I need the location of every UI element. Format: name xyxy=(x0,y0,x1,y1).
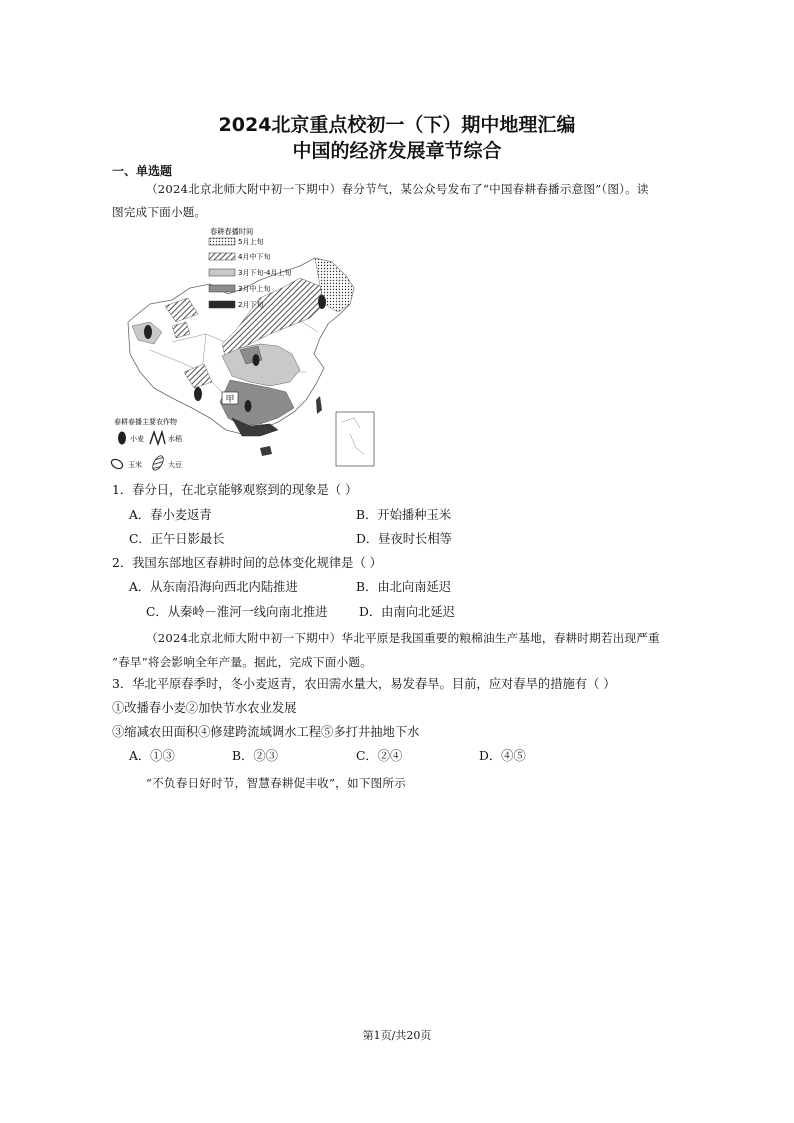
intro2-text-line1: （2024北京北师大附中初一下期中）华北平原是我国重要的粮棉油生产基地，春耕时期若出现严重 xyxy=(146,631,660,645)
question-2-stem: 2．我国东部地区春耕时间的总体变化规律是（ ） xyxy=(112,556,382,570)
question-1-option-d: D．昼夜时长相等 xyxy=(356,532,452,546)
intro-text-line1: （2024北京北师大附中初一下期中）春分节气，某公众号发布了“中国春耕春播示意图”（图）。读 xyxy=(146,182,649,196)
question-3-statements-1: ①改播春小麦②加快节水农业发展 xyxy=(112,701,297,715)
wheat-icon xyxy=(118,432,126,445)
intro2-text-line2: “春旱”将会影响全年产量。据此，完成下面小题。 xyxy=(112,655,372,669)
crop-label-wheat: 小麦 xyxy=(130,435,144,443)
legend-item-2: 4月中下旬 xyxy=(238,253,271,261)
question-3-option-b: B．②③ xyxy=(232,749,278,763)
question-1-stem: 1．春分日，在北京能够观察到的现象是（ ） xyxy=(112,483,358,497)
crop-label-soybean: 大豆 xyxy=(168,461,182,469)
rice-icon xyxy=(150,432,165,444)
label-jia: 甲 xyxy=(225,395,235,405)
question-2-option-d: D．由南向北延迟 xyxy=(359,605,455,619)
legend-item-1: 5月上旬 xyxy=(238,238,264,246)
question-3-statements-2: ③缩减农田面积④修建跨流域调水工程⑤多打井抽地下水 xyxy=(112,725,420,739)
question-2-option-b: B．由北向南延迟 xyxy=(356,580,452,594)
crop-label-corn: 玉米 xyxy=(128,461,142,469)
question-2-option-c: C．从秦岭－淮河一线向南北推进 xyxy=(146,605,328,619)
legend-item-4: 3月中上旬 xyxy=(238,285,271,293)
intro-text-line2: 图完成下面小题。 xyxy=(112,205,207,219)
crops-legend-title: 春耕春播主要农作物 xyxy=(114,418,177,426)
legend-item-3: 3月下旬-4月上旬 xyxy=(238,269,292,277)
document-title-line2: 中国的经济发展章节综合 xyxy=(292,140,502,162)
question-1-option-b: B．开始播种玉米 xyxy=(356,508,452,522)
question-3-option-c: C．②④ xyxy=(356,749,403,763)
question-3-stem: 3．华北平原春季时，冬小麦返青，农田需水量大，易发春旱。目前，应对春旱的措施有（ ） xyxy=(112,677,616,691)
legend-item-5: 2月下旬 xyxy=(238,301,264,309)
intro3-text: “不负春日好时节，智慧春耕促丰收”，如下图所示 xyxy=(146,776,406,790)
question-1-option-c: C．正午日影最长 xyxy=(129,532,225,546)
corn-icon xyxy=(110,458,124,471)
page-number: 第1页/共20页 xyxy=(362,1029,432,1042)
legend-title: 春耕春播时间 xyxy=(210,227,254,236)
question-3-option-d: D．④⑤ xyxy=(479,749,526,763)
soybean-icon xyxy=(151,454,166,472)
document-title-line1: 2024北京重点校初一（下）期中地理汇编 xyxy=(218,114,576,136)
question-1-option-a: A．春小麦返青 xyxy=(129,508,212,522)
section-heading: 一、单选题 xyxy=(112,164,173,178)
question-3-option-a: A．①③ xyxy=(129,749,175,763)
spring-planting-map xyxy=(110,222,386,474)
crop-label-rice: 水稻 xyxy=(168,435,182,443)
spring-planting-map-figure xyxy=(110,222,386,474)
question-2-option-a: A．从东南沿海向西北内陆推进 xyxy=(129,580,298,594)
